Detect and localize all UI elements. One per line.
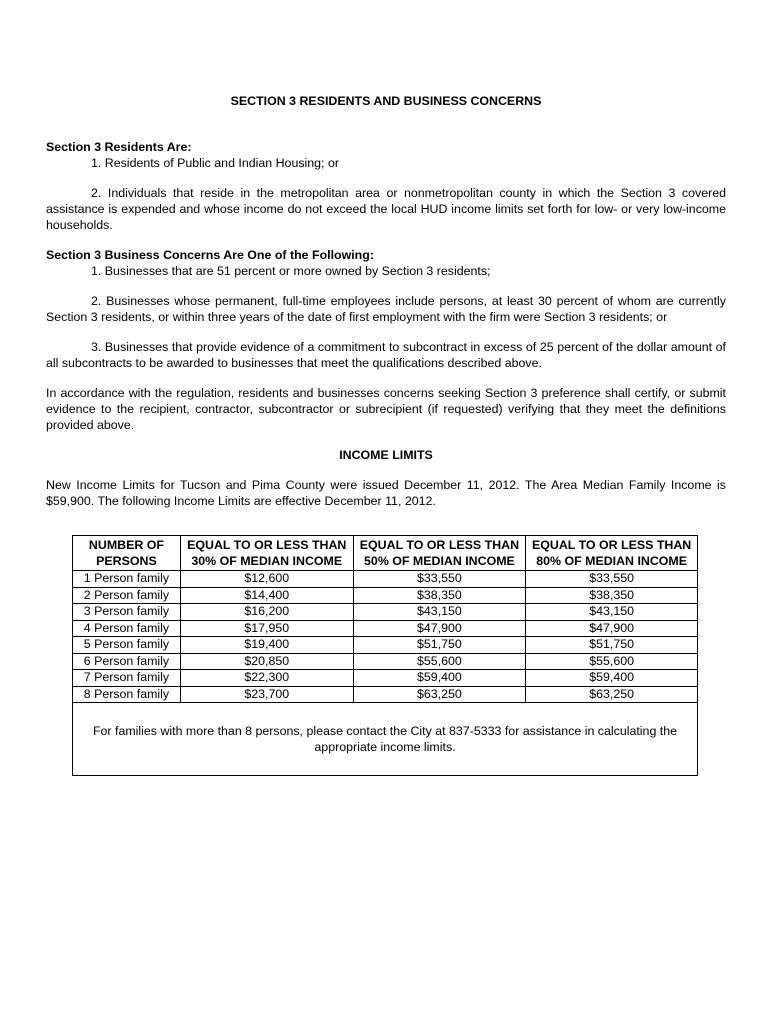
limit-50-cell: $38,350: [353, 587, 526, 604]
table-note: For families with more than 8 persons, please contact the City at 837-5333 for assistance in calculating the appropriate income limits.: [73, 703, 698, 776]
persons-cell: 2 Person family: [73, 587, 181, 604]
limit-50-cell: $47,900: [353, 620, 526, 637]
limit-80-cell: $51,750: [526, 637, 698, 654]
limit-30-cell: $14,400: [180, 587, 353, 604]
limit-80-cell: $59,400: [526, 670, 698, 687]
limit-80-cell: $38,350: [526, 587, 698, 604]
income-limits-table: [72, 535, 698, 776]
income-limits-intro: New Income Limits for Tucson and Pima County were issued December 11, 2012. The Area Median Family Income is $59,900. The following Income Limits are effective December 11, 2012.: [46, 478, 726, 508]
persons-cell: 1 Person family: [73, 571, 181, 588]
limit-80-cell: $43,150: [526, 604, 698, 621]
limit-80-cell: $33,550: [526, 571, 698, 588]
table-row: [73, 670, 698, 687]
limit-30-cell: $17,950: [180, 620, 353, 637]
limit-50-cell: $63,250: [353, 686, 526, 703]
table-header-row: [73, 536, 698, 571]
document-page: [46, 93, 726, 523]
limit-30-cell: $20,850: [180, 653, 353, 670]
persons-cell: 6 Person family: [73, 653, 181, 670]
table-row: [73, 686, 698, 703]
table-row: [73, 653, 698, 670]
table-row: [73, 604, 698, 621]
header-80-percent: EQUAL TO OR LESS THAN 80% OF MEDIAN INCOME: [526, 536, 698, 571]
limit-50-cell: $59,400: [353, 670, 526, 687]
certification-paragraph: In accordance with the regulation, residents and businesses concerns seeking Section 3 preference shall certify, or submit evidence to the recipient, contractor, subcontractor or subrecipient (if requested) verifying that they meet the definitions provided above.: [46, 386, 726, 432]
limit-80-cell: $47,900: [526, 620, 698, 637]
business-item-1: 1. Businesses that are 51 percent or more owned by Section 3 residents;: [91, 264, 491, 278]
persons-cell: 8 Person family: [73, 686, 181, 703]
limit-30-cell: $23,700: [180, 686, 353, 703]
persons-cell: 7 Person family: [73, 670, 181, 687]
business-heading: Section 3 Business Concerns Are One of the Following:: [46, 248, 374, 262]
persons-cell: 5 Person family: [73, 637, 181, 654]
residents-heading: Section 3 Residents Are:: [46, 140, 192, 154]
residents-item-2: 2. Individuals that reside in the metropolitan area or nonmetropolitan county in which the Section 3 covered assistance is expended and whose income do not exceed the local HUD income limits set forth for low- or very low-income households.: [46, 186, 726, 232]
table-note-row: [73, 703, 698, 776]
limit-50-cell: $33,550: [353, 571, 526, 588]
income-limits-heading: INCOME LIMITS: [339, 448, 433, 462]
limit-30-cell: $12,600: [180, 571, 353, 588]
persons-cell: 4 Person family: [73, 620, 181, 637]
limit-80-cell: $55,600: [526, 653, 698, 670]
table-row: [73, 587, 698, 604]
limit-50-cell: $51,750: [353, 637, 526, 654]
table-row: [73, 637, 698, 654]
business-item-2: 2. Businesses whose permanent, full-time employees include persons, at least 30 percent of whom are currently Section 3 residents, or within three years of the date of first employment with the firm were Section 3 residents; or: [46, 294, 726, 324]
header-number-of-persons: NUMBER OF PERSONS: [73, 536, 181, 571]
table-row: [73, 571, 698, 588]
limit-50-cell: $55,600: [353, 653, 526, 670]
limit-30-cell: $22,300: [180, 670, 353, 687]
limit-30-cell: $19,400: [180, 637, 353, 654]
limit-30-cell: $16,200: [180, 604, 353, 621]
header-50-percent: EQUAL TO OR LESS THAN 50% OF MEDIAN INCOME: [353, 536, 526, 571]
limit-50-cell: $43,150: [353, 604, 526, 621]
residents-item-1: 1. Residents of Public and Indian Housing; or: [91, 156, 339, 170]
limit-80-cell: $63,250: [526, 686, 698, 703]
business-item-3: 3. Businesses that provide evidence of a commitment to subcontract in excess of 25 percent of the dollar amount of all subcontracts to be awarded to businesses that meet the qualifications described above.: [46, 340, 726, 370]
document-title: SECTION 3 RESIDENTS AND BUSINESS CONCERNS: [230, 94, 542, 108]
table-row: [73, 620, 698, 637]
header-30-percent: EQUAL TO OR LESS THAN 30% OF MEDIAN INCOME: [180, 536, 353, 571]
persons-cell: 3 Person family: [73, 604, 181, 621]
